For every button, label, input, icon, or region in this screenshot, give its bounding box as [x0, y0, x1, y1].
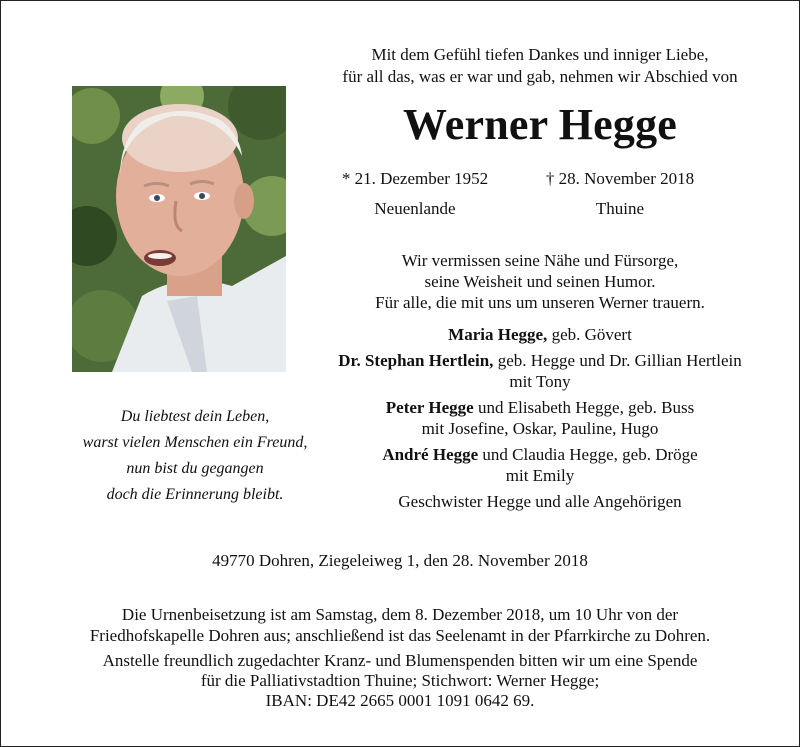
- mourner-children: mit Josefine, Oskar, Pauline, Hugo: [421, 419, 659, 438]
- mourner-children: mit Emily: [505, 466, 575, 485]
- portrait-photo: [72, 86, 286, 372]
- mourner-name: André Hegge: [382, 444, 479, 464]
- remembrance-line: Wir vermissen seine Nähe und Fürsorge,: [401, 251, 679, 270]
- portrait-illustration: [72, 86, 286, 372]
- donation-line: für die Palliativstadtion Thuine; Stichwort: Werner Hegge;: [200, 671, 600, 690]
- mourner-name: Peter Hegge: [385, 397, 474, 417]
- intro-line: Mit dem Gefühl tiefen Dankes und inniger Liebe,: [371, 45, 709, 64]
- death-date: † 28. November 2018: [545, 169, 695, 188]
- remembrance-text: [300, 250, 780, 313]
- mourner-entry: [300, 350, 780, 372]
- mourner-name: Maria Hegge,: [448, 325, 548, 344]
- verse-line: nun bist du gegangen: [126, 460, 264, 477]
- intro-text: [300, 44, 780, 88]
- donation-line: IBAN: DE42 2665 0001 1091 0642 69.: [265, 691, 535, 710]
- death-place: Thuine: [595, 199, 645, 218]
- verse-line: doch die Erinnerung bleibt.: [106, 486, 284, 503]
- address-line: 49770 Dohren, Ziegeleiweg 1, den 28. November 2018: [212, 551, 588, 570]
- intro-line: für all das, was er war und gab, nehmen wir Abschied von: [342, 67, 738, 86]
- mourner-entry: [300, 324, 780, 346]
- mourner-detail: geb. Hegge und Dr. Gillian Hertlein: [493, 350, 742, 370]
- mourner-entry: [300, 397, 780, 419]
- birth-info: [330, 164, 500, 224]
- burial-info: [0, 604, 800, 646]
- verse-line: Du liebtest dein Leben,: [120, 408, 270, 425]
- death-info: [520, 164, 720, 224]
- mourner-children: mit Tony: [509, 372, 571, 391]
- birth-date: * 21. Dezember 1952: [341, 169, 489, 188]
- burial-line: Die Urnenbeisetzung ist am Samstag, dem 8. Dezember 2018, um 10 Uhr von der: [121, 605, 679, 624]
- mourner-entry: Geschwister Hegge und alle Angehörigen: [398, 491, 682, 511]
- mourner-detail: und Claudia Hegge, geb. Dröge: [478, 444, 698, 464]
- mourners-list: [300, 324, 780, 512]
- mourner-name: Dr. Stephan Hertlein,: [338, 350, 494, 370]
- donation-line: Anstelle freundlich zugedachter Kranz- und Blumenspenden bitten wir um eine Spende: [102, 651, 698, 670]
- burial-line: Friedhofskapelle Dohren aus; anschließend ist das Seelenamt in der Pfarrkirche zu Dohren.: [89, 626, 711, 645]
- remembrance-line: seine Weisheit und seinen Humor.: [424, 272, 656, 291]
- donation-info: [0, 651, 800, 711]
- mourner-detail: und Elisabeth Hegge, geb. Buss: [473, 397, 695, 417]
- mourner-detail: geb. Gövert: [547, 325, 632, 344]
- birth-place: Neuenlande: [374, 199, 456, 218]
- verse-line: warst vielen Menschen ein Freund,: [82, 434, 308, 451]
- mourner-entry: [300, 444, 780, 466]
- remembrance-line: Für alle, die mit uns um unseren Werner trauern.: [375, 293, 705, 312]
- deceased-name: Werner Hegge: [402, 100, 678, 149]
